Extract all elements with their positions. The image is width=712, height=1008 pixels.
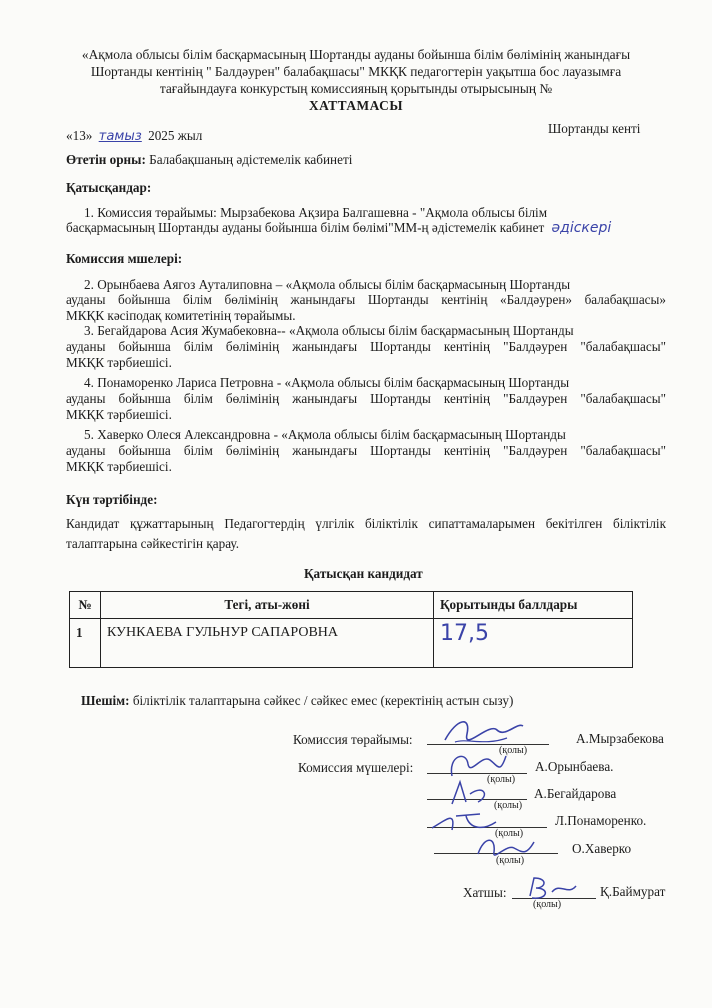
chair-sign-caption: (қолы): [499, 745, 528, 756]
table-header-row: [70, 592, 633, 619]
venue: [66, 152, 352, 168]
header-line-2: Шортанды кентінің " Балдәурен" балабақшасы" МКҚК педагогтерін уақытша бос лауазымға: [90, 64, 622, 79]
member-2-line-3: МКҚК кәсіподақ комитетінің төрайымы.: [66, 308, 296, 323]
col-name: Тегі, аты-жөні: [101, 592, 434, 619]
member-sign-caption-4: (қолы): [496, 855, 525, 866]
member-2-line-2: ауданы бойынша білім бөлімінің жанындағы Шортанды кентінің «Балдәурен» балабақшасы»: [66, 292, 666, 307]
chair-sign-label: Комиссия төрайымы:: [293, 732, 413, 747]
chair-line-1: 1. Комиссия төрайымы: Мырзабекова Ақзира Балгашевна - "Ақмола облысы білім: [84, 205, 548, 220]
header-line-3: тағайындауға конкурстың комиссияның қорытынды отырысының №: [159, 81, 553, 96]
member-name-1: А.Орынбаева.: [535, 759, 614, 774]
member-name-3: Л.Понаморенко.: [555, 813, 647, 828]
venue-value: Балабақшаның әдістемелік кабинеті: [149, 152, 353, 167]
member-3-line-1: 3. Бегайдарова Асия Жумабековна-- «Ақмола облысы білім басқармасының Шортанды: [84, 323, 574, 338]
agenda-heading: Күн тәртібінде:: [66, 492, 158, 507]
secretary-sign-caption: (қолы): [533, 899, 562, 910]
date-day: «13»: [66, 128, 93, 143]
candidates-table: [69, 591, 633, 668]
date: [66, 128, 202, 144]
row-score-handwritten: 17,5: [440, 621, 489, 646]
col-score: Қорытынды баллдары: [434, 592, 633, 619]
member-name-2: А.Бегайдарова: [534, 786, 617, 801]
member-3-line-2: ауданы бойынша білім бөлімінің жанындағы Шортанды кентінің "Балдәурен "балабақшасы": [66, 339, 666, 354]
decision-text: біліктілік талаптарына сәйкес / сәйкес емес (керектінің астын сызу): [132, 693, 514, 708]
member-signature-2-icon: [440, 776, 500, 810]
chair-line-2-text: басқармасының Шортанды ауданы бойынша білім бөлімі"ММ-ң әдістемелік кабинет: [66, 220, 545, 235]
agenda-line-1: Кандидат құжаттарының Педагогтердің үлгілік біліктілік сипаттамаларымен бекітілген біліктілік: [66, 516, 666, 531]
member-2-line-1: 2. Орынбаева Аягоз Ауталиповна – «Ақмола облысы білім басқармасының Шортанды: [84, 277, 571, 292]
member-5-line-3: МКҚК тәрбиешісі.: [66, 459, 172, 474]
member-4-line-3: МКҚК тәрбиешісі.: [66, 407, 172, 422]
header-line-1: «Ақмола облысы білім басқармасының Шортанды ауданы бойынша білім бөлімінің жанындағы: [81, 47, 631, 62]
member-sign-caption-3: (қолы): [495, 828, 524, 839]
members-sign-label: Комиссия мүшелері:: [298, 760, 414, 775]
member-3-line-3: МКҚК тәрбиешісі.: [66, 355, 172, 370]
row-name: КУНКАЕВА ГУЛЬНУР САПАРОВНА: [101, 619, 434, 668]
table-row: [70, 619, 633, 668]
member-4-line-1: 4. Понаморенко Лариса Петровна - «Ақмола облысы білім басқармасының Шортанды: [84, 375, 570, 390]
date-month: тамыз: [98, 129, 142, 144]
chair-line-2: [66, 220, 611, 237]
member-4-line-2: ауданы бойынша білім бөлімінің жанындағы Шортанды кентінің "Балдәурен "балабақшасы": [66, 391, 666, 406]
participants-heading: Қатысқандар:: [66, 180, 152, 195]
col-number: №: [70, 592, 101, 619]
members-heading: Комиссия мшелері:: [66, 251, 183, 266]
table-caption: Қатысқан кандидат: [304, 566, 423, 581]
member-5-line-2: ауданы бойынша білім бөлімінің жанындағы Шортанды кентінің "Балдәурен "балабақшасы": [66, 443, 666, 458]
date-year: 2025 жыл: [148, 128, 203, 143]
member-sign-caption-1: (қолы): [487, 774, 516, 785]
chair-name: А.Мырзабекова: [576, 731, 664, 746]
venue-label: Өтетін орны:: [66, 152, 146, 167]
decision-label: Шешім:: [81, 693, 130, 708]
member-sign-caption-2: (қолы): [494, 800, 523, 811]
agenda-line-2: талаптарына сәйкестігін қарау.: [66, 536, 239, 551]
chair-handwritten-position: әдіскері: [551, 220, 612, 236]
member-5-line-1: 5. Хаверко Олеся Александровна - «Ақмола облысы білім басқармасының Шортанды: [84, 427, 566, 442]
secretary-name: Қ.Баймурат: [600, 884, 666, 899]
place: Шортанды кенті: [548, 121, 641, 136]
member-name-4: О.Хаверко: [572, 841, 632, 856]
decision: [81, 693, 513, 709]
document-title: ХАТТАМАСЫ: [309, 98, 403, 113]
row-score: [434, 619, 633, 668]
row-number: 1: [70, 619, 101, 668]
secretary-sign-label: Хатшы:: [463, 885, 507, 900]
